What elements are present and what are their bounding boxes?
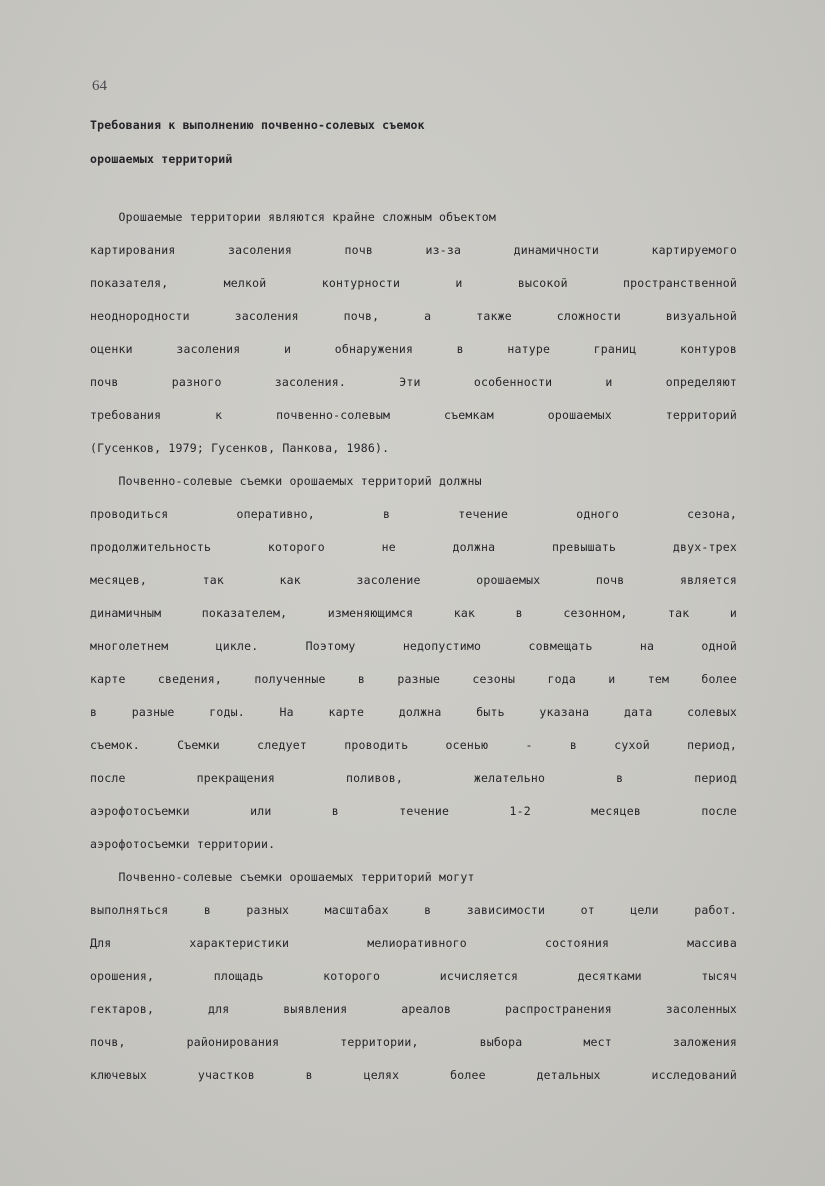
body-line: неоднородности засоления почв, а также сложности визуальной [90, 309, 737, 323]
body-line: месяцев, так как засоление орошаемых почв является [90, 573, 737, 587]
body-line: продолжительность которого не должна превышать двух-трех [90, 540, 737, 554]
body-line: орошения, площадь которого исчисляется десятками тысяч [90, 969, 737, 983]
body-line: показателя, мелкой контурности и высокой пространственной [90, 276, 737, 290]
body-line: гектаров, для выявления ареалов распространения засоленных [90, 1002, 737, 1016]
body-line: почв, районирования территории, выбора мест заложения [90, 1035, 737, 1049]
body-line: выполняться в разных масштабах в зависимости от цели работ. [90, 903, 737, 917]
body-line: проводиться оперативно, в течение одного сезона, [90, 507, 737, 521]
body-line: съемок. Съемки следует проводить осенью - в сухой период, [90, 738, 737, 752]
body-line: (Гусенков, 1979; Гусенков, Панкова, 1986). [90, 441, 390, 455]
body-line: Для характеристики мелиоративного состояния массива [90, 936, 737, 950]
body-line: после прекращения поливов, желательно в период [90, 771, 737, 785]
body-line: аэрофотосъемки или в течение 1-2 месяцев после [90, 804, 737, 818]
body-line: в разные годы. На карте должна быть указана дата солевых [90, 705, 737, 719]
body-line: динамичным показателем, изменяющимся как в сезонном, так и [90, 606, 737, 620]
section-heading-line-2: орошаемых территорий [90, 152, 233, 166]
body-line: ключевых участков в целях более детальных исследований [90, 1068, 737, 1082]
body-line: требования к почвенно-солевым съемкам орошаемых территорий [90, 408, 737, 422]
body-line: Орошаемые территории являются крайне сложным объектом [90, 210, 497, 224]
body-line: аэрофотосъемки территории. [90, 837, 276, 851]
body-line: почв разного засоления. Эти особенности и определяют [90, 375, 737, 389]
body-line: многолетнем цикле. Поэтому недопустимо совмещать на одной [90, 639, 737, 653]
body-line: оценки засоления и обнаружения в натуре границ контуров [90, 342, 737, 356]
body-line: картирования засоления почв из-за динамичности картируемого [90, 243, 737, 257]
section-heading-line-1: Требования к выполнению почвенно-солевых съемок [90, 118, 425, 132]
body-line: Почвенно-солевые съемки орошаемых территорий должны [90, 474, 482, 488]
body-line: Почвенно-солевые съемки орошаемых территорий могут [90, 870, 475, 884]
body-line: карте сведения, полученные в разные сезоны года и тем более [90, 672, 737, 686]
page-number: 64 [92, 78, 107, 94]
